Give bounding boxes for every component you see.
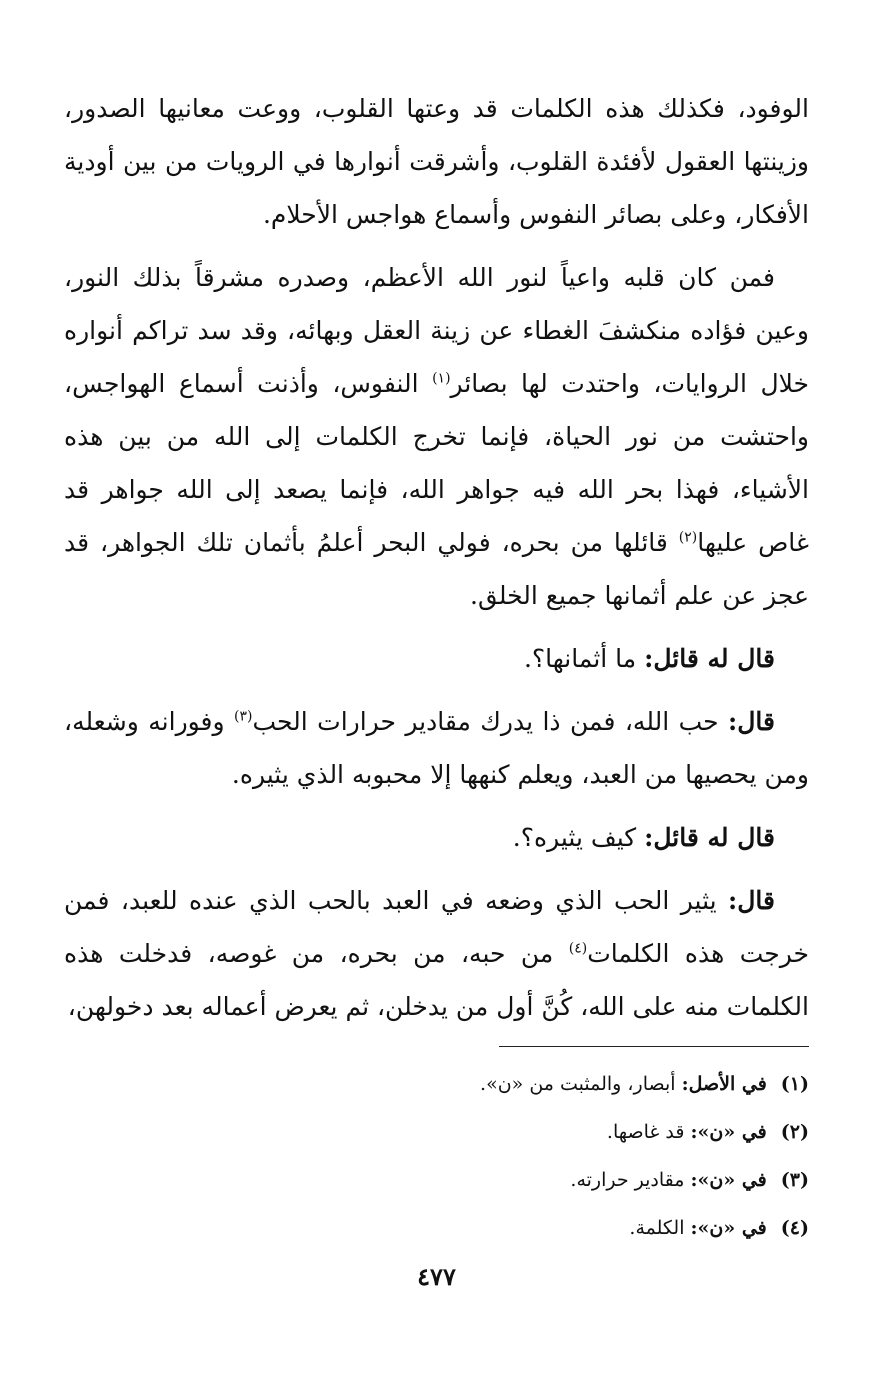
footnote-1 bbox=[209, 1060, 809, 1108]
speaker-lead: قال: bbox=[728, 886, 775, 915]
speaker-lead: قال له قائل: bbox=[644, 644, 775, 673]
main-text bbox=[64, 82, 809, 1043]
footnote-body bbox=[480, 1060, 767, 1108]
paragraph-text: ما أثمانها؟. bbox=[523, 644, 645, 673]
footnote-number: (١) bbox=[780, 1073, 809, 1095]
footnote-number: (٣) bbox=[780, 1169, 809, 1191]
footnote-ref-1[interactable]: (١) bbox=[432, 370, 451, 387]
paragraph-text: فمن كان قلبه واعياً لنور الله الأعظم، وصدره مشرقاً بذلك النور، وعين فؤاده منكشفَ الغطاء عن زينة العقل وبهائه، وقد سد تراكم أنواره خلال الروايات، واحتدت لها بصائر bbox=[64, 263, 809, 398]
footnote-number: (٢) bbox=[780, 1121, 809, 1143]
footnote-body bbox=[629, 1204, 766, 1252]
footnotes bbox=[209, 1060, 809, 1252]
paragraph-2 bbox=[64, 251, 809, 622]
speaker-lead: قال له قائل: bbox=[644, 823, 775, 852]
footnote-body bbox=[570, 1156, 766, 1204]
paragraph-3 bbox=[64, 632, 809, 685]
speaker-lead: قال: bbox=[728, 707, 775, 736]
footnote-text: قد غاصها. bbox=[606, 1121, 685, 1143]
footnote-separator bbox=[499, 1046, 809, 1047]
footnote-prefix: في «ن»: bbox=[690, 1217, 767, 1239]
footnote-prefix: في الأصل: bbox=[681, 1073, 767, 1095]
footnote-4 bbox=[209, 1204, 809, 1252]
paragraph-text: يثير الحب الذي وضعه في العبد بالحب الذي عنده للعبد، فمن خرجت هذه الكلمات bbox=[64, 886, 809, 968]
paragraph-1 bbox=[64, 82, 809, 241]
paragraph-text: وفورانه وشعله، ومن يحصيها من العبد، ويعلم كنهها إلا محبوبه الذي يثيره. bbox=[64, 707, 809, 789]
footnote-ref-2[interactable]: (٢) bbox=[678, 529, 698, 546]
paragraph-text: قائلها من بحره، فولي البحر أعلمُ بأثمان تلك الجواهر، قد عجز عن علم أثمانها جميع الخلق. bbox=[64, 528, 809, 610]
paragraph-4 bbox=[64, 695, 809, 801]
paragraph-text: من حبه، من بحره، من غوصه، فدخلت هذه الكلمات منه على الله، كُنَّ أول من يدخلن، ثم يعرض أعماله بعد دخولهن، bbox=[64, 939, 809, 1021]
footnote-text: أبصار، والمثبت من «ن». bbox=[480, 1073, 676, 1095]
paragraph-text: النفوس، وأذنت أسماع الهواجس، واحتشت من نور الحياة، فإنما تخرج الكلمات إلى الله من بين هذه الأشياء، فهذا بحر الله فيه جواهر الله، فإنما يصعد إلى الله جواهر قد غاص عليها bbox=[64, 369, 809, 557]
footnote-ref-3[interactable]: (٣) bbox=[234, 708, 253, 725]
footnote-prefix: في «ن»: bbox=[690, 1121, 767, 1143]
footnote-ref-4[interactable]: (٤) bbox=[568, 940, 588, 957]
footnote-text: الكلمة. bbox=[629, 1217, 685, 1239]
paragraph-6 bbox=[64, 874, 809, 1033]
footnote-body bbox=[607, 1108, 767, 1156]
paragraph-text: حب الله، فمن ذا يدرك مقادير حرارات الحب bbox=[252, 707, 729, 736]
paragraph-text: الوفود، فكذلك هذه الكلمات قد وعتها القلوب، ووعت معانيها الصدور، وزينتها العقول لأفئدة القلوب، وأشرقت أنوارها في الرويات من بين أودية الأفكار، وعلى بصائر النفوس وأسماع هواجس الأحلام. bbox=[64, 94, 809, 229]
footnote-number: (٤) bbox=[780, 1217, 809, 1239]
footnote-3 bbox=[209, 1156, 809, 1204]
paragraph-5 bbox=[64, 811, 809, 864]
paragraph-text: كيف يثيره؟. bbox=[512, 823, 645, 852]
footnote-prefix: في «ن»: bbox=[690, 1169, 767, 1191]
footnote-2 bbox=[209, 1108, 809, 1156]
page-number: ٤٧٧ bbox=[417, 1262, 456, 1291]
footnote-text: مقادير حرارته. bbox=[570, 1169, 685, 1191]
